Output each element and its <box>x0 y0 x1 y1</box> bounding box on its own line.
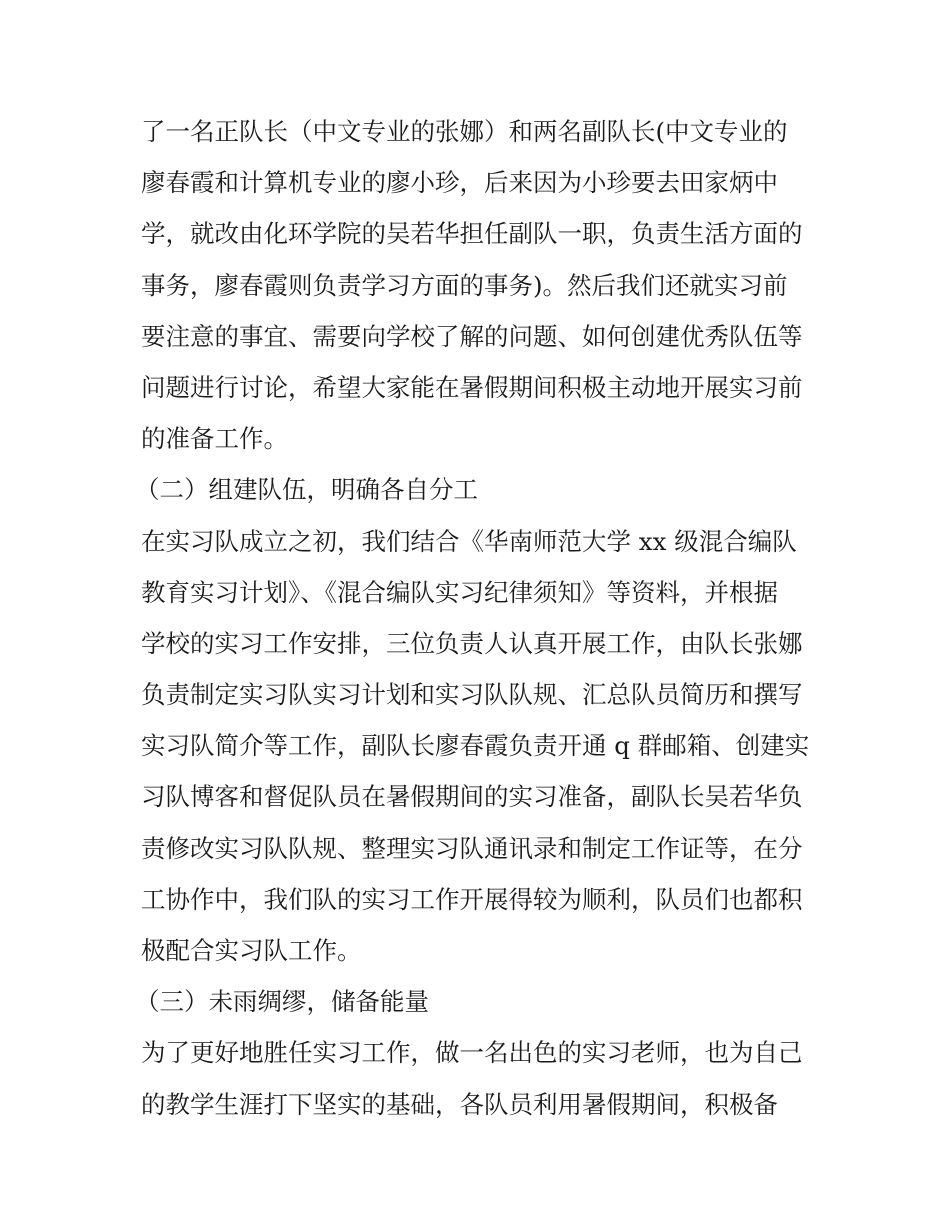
paragraph-line: 事务，廖春霞则负责学习方面的事务)。然后我们还就实习前 <box>141 270 788 300</box>
paragraph-line: 问题进行讨论，希望大家能在暑假期间积极主动地开展实习前 <box>141 372 803 402</box>
document-body <box>135 106 821 1130</box>
paragraph-line: 极配合实习队工作。 <box>141 936 362 965</box>
paragraph-line: 学校的实习工作安排，三位负责人认真开展工作，由队长张娜 <box>141 628 803 658</box>
paragraph-line: 在实习队成立之初，我们结合《华南师范大学 xx 级混合编队 <box>141 526 797 556</box>
paragraph-line: 教育实习计划》、《混合编队实习纪律须知》等资料，并根据 <box>141 577 778 607</box>
section-heading: （二）组建队伍，明确各自分工 <box>135 475 478 505</box>
paragraph-line: 的教学生涯打下坚实的基础，各队员利用暑假期间，积极备 <box>141 1089 778 1119</box>
paragraph-line: 为了更好地胜任实习工作，做一名出色的实习老师，也为自己 <box>141 1038 803 1068</box>
paragraph-line: 的准备工作。 <box>141 424 288 454</box>
section-heading: （三）未雨绸缪，储备能量 <box>135 987 429 1017</box>
paragraph-line: 责修改实习队队规、整理实习队通讯录和制定工作证等，在分 <box>141 833 803 863</box>
paragraph-line: 工协作中，我们队的实习工作开展得较为顺利，队员们也都积 <box>141 884 803 914</box>
paragraph-line: 了一名正队长（中文专业的张娜）和两名副队长(中文专业的 <box>141 117 788 146</box>
paragraph-line: 要注意的事宜、需要向学校了解的问题、如何创建优秀队伍等 <box>141 321 803 351</box>
paragraph-line: 负责制定实习队实习计划和实习队队规、汇总队员简历和撰写 <box>141 680 803 710</box>
paragraph-line: 廖春霞和计算机专业的廖小珍，后来因为小珍要去田家炳中 <box>141 168 778 198</box>
paragraph-line: 习队博客和督促队员在暑假期间的实习准备，副队长吴若华负 <box>141 782 803 812</box>
paragraph-line: 学，就改由化环学院的吴若华担任副队一职，负责生活方面的 <box>141 219 803 249</box>
paragraph-line: 实习队简介等工作，副队长廖春霞负责开通 q 群邮箱、创建实 <box>141 731 810 761</box>
